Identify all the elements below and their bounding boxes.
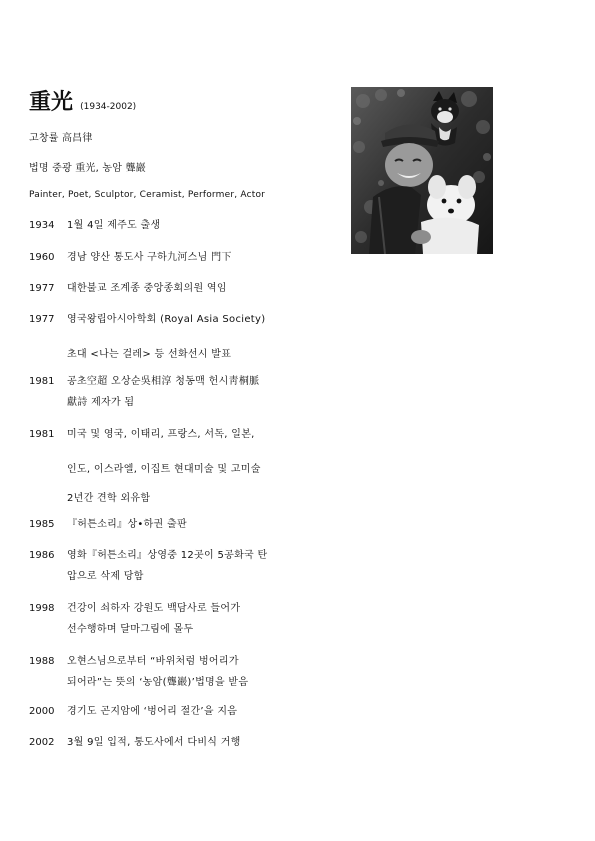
- timeline-line: 선수행하며 달마그림에 몰두: [67, 624, 194, 635]
- timeline-continuation: 인도, 이스라엘, 이집트 현대미술 및 고미술: [67, 464, 261, 475]
- timeline-continuation: 2년간 견학 외유함: [67, 493, 151, 504]
- timeline-text: 대한불교 조계종 중앙종회의원 역임: [67, 283, 227, 294]
- timeline-year: 1977: [29, 283, 55, 294]
- roles: Painter, Poet, Sculptor, Ceramist, Performer, Actor: [29, 190, 266, 200]
- timeline-text: 1월 4일 제주도 출생: [67, 220, 161, 231]
- timeline-text: 경남 양산 통도사 구하九河스님 門下: [67, 252, 232, 263]
- timeline-text: [67, 651, 248, 693]
- timeline-year: 1985: [29, 519, 55, 530]
- timeline-line: 오현스님으로부터 “바위처럼 벙어리가: [67, 656, 239, 667]
- artist-name-hanja: 重光: [29, 89, 74, 115]
- timeline-year: 1988: [29, 656, 55, 667]
- timeline-year: 2000: [29, 706, 55, 717]
- timeline-year: 2002: [29, 737, 55, 748]
- timeline-text: 『허튼소리』상•하권 출판: [67, 519, 187, 530]
- timeline-text: 경기도 곤지암에 ‘벙어리 절간’을 지음: [67, 706, 238, 717]
- timeline-year: 1977: [29, 314, 55, 325]
- timeline-year: 1934: [29, 220, 55, 231]
- dharma-name: 법명 중광 重光, 농암 聾巖: [29, 163, 146, 174]
- timeline-text: [67, 598, 240, 640]
- portrait-photo: [351, 87, 493, 254]
- birth-name: 고창률 高昌律: [29, 133, 93, 144]
- timeline-year: 1981: [29, 429, 55, 440]
- timeline-line: 영화『허튼소리』상영중 12곳이 5공화국 탄: [67, 550, 268, 561]
- timeline-line: 獻詩 제자가 됨: [67, 397, 135, 408]
- timeline-text: 미국 및 영국, 이태리, 프랑스, 서독, 일본,: [67, 429, 255, 440]
- life-years: (1934-2002): [80, 102, 137, 112]
- timeline-year: 1998: [29, 603, 55, 614]
- title: [29, 85, 136, 116]
- timeline-text: 영국왕립아시아학회 (Royal Asia Society): [67, 314, 266, 325]
- timeline-line: 공초空超 오상순吳相淳 청동맥 헌시靑桐脈: [67, 376, 260, 387]
- timeline-text: [67, 371, 259, 413]
- timeline-year: 1960: [29, 252, 55, 263]
- portrait-illustration: [351, 87, 493, 254]
- timeline-year: 1986: [29, 550, 55, 561]
- timeline-line: 되어라”는 뜻의 ‘농암(聾巖)’법명을 받음: [67, 677, 249, 688]
- timeline-year: 1981: [29, 376, 55, 387]
- timeline-continuation: 초대 <나는 걸레> 등 선화선시 발표: [67, 349, 232, 360]
- timeline-text: [67, 545, 267, 587]
- timeline-line: 압으로 삭제 당함: [67, 571, 144, 582]
- timeline-text: 3월 9일 입적, 통도사에서 다비식 거행: [67, 737, 241, 748]
- timeline-line: 건강이 쇠하자 강원도 백담사로 들어가: [67, 603, 241, 614]
